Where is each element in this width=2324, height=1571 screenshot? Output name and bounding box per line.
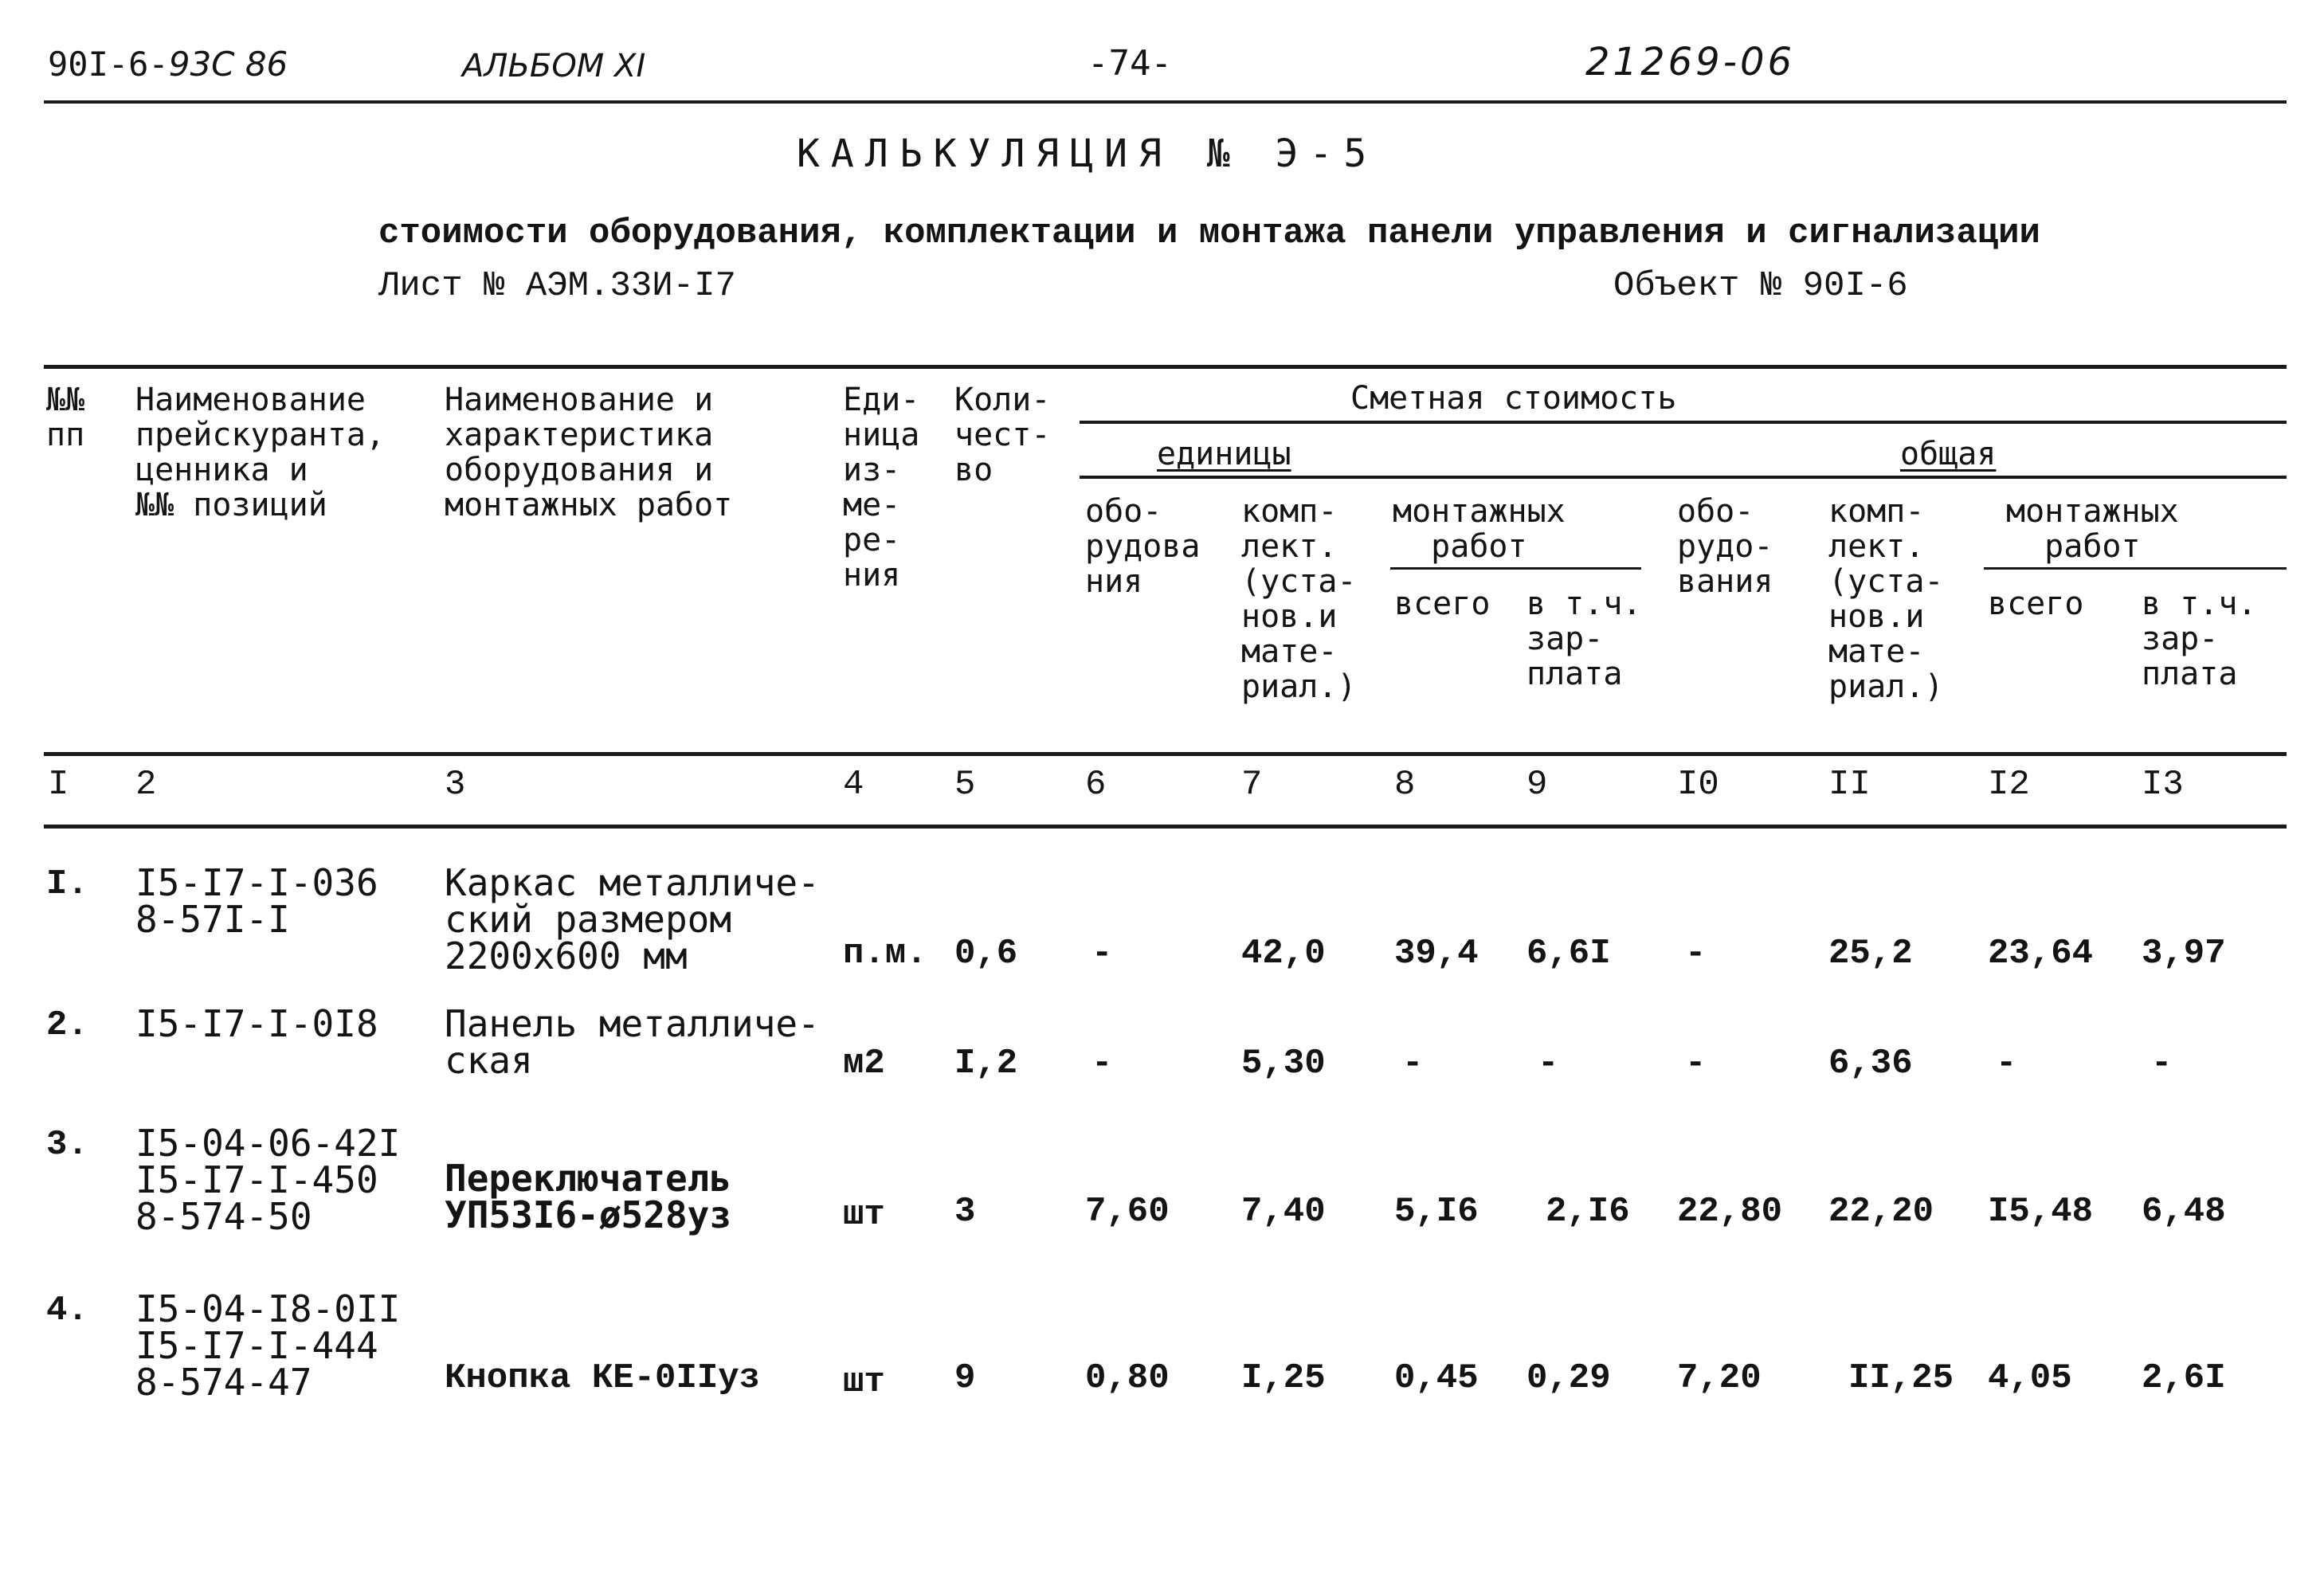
row-number: I. xyxy=(46,864,88,904)
row-name: Переключатель УП53I6-ø528уз xyxy=(445,1157,732,1236)
row-mount-wage-unit: 2,I6 xyxy=(1546,1192,1630,1232)
row-complect-unit: 7,40 xyxy=(1241,1192,1326,1232)
th-complect-total: комп- лект. (уста- нов.и мате- риал.) xyxy=(1828,493,1944,705)
header-bottom-rule xyxy=(44,752,2287,756)
table-top-rule xyxy=(44,365,2287,369)
document-title: КАЛЬКУЛЯЦИЯ № Э-5 xyxy=(797,131,1378,176)
row-equip-unit: 0,80 xyxy=(1085,1358,1170,1398)
mount-unit-rule xyxy=(1390,567,1641,570)
row-qty: I,2 xyxy=(954,1044,1018,1083)
sheet-label: Лист № АЭМ.33И-I7 xyxy=(378,266,736,306)
col-number: I2 xyxy=(1988,765,2030,805)
col-number: 5 xyxy=(954,765,976,805)
row-mount-all-total: - xyxy=(1996,1044,2017,1083)
row-codes: I5-I7-I-0I8 xyxy=(135,1002,378,1045)
mount-total-rule xyxy=(1984,567,2287,570)
page-code-handwritten: 93C 86 xyxy=(168,45,288,84)
page-number: -74- xyxy=(1088,43,1172,84)
row-complect-total: 22,20 xyxy=(1828,1192,1934,1232)
th-all-total: всего xyxy=(1988,586,2084,622)
th-equipment-total: обо- рудо- вания xyxy=(1677,493,1773,600)
row-unit: п.м. xyxy=(843,934,927,974)
th-unit-group: единицы xyxy=(1157,436,1291,472)
row-complect-unit: 42,0 xyxy=(1241,934,1326,974)
col-number: 4 xyxy=(843,765,864,805)
row-mount-wage-total: 3,97 xyxy=(2142,934,2226,974)
album-label: АЛЬБОМ XI xyxy=(462,48,646,84)
col-number: 7 xyxy=(1241,765,1263,805)
page-code-typed: 90I-6- xyxy=(48,45,169,84)
th-mount-total: монтажных работ xyxy=(2006,493,2179,565)
object-label: Объект № 90I-6 xyxy=(1613,266,1908,306)
th-total-group: общая xyxy=(1900,436,1997,472)
row-equip-total: - xyxy=(1685,934,1707,974)
th-wage-unit: в т.ч. зар- плата xyxy=(1526,586,1642,692)
th-description: Наименование и характеристика оборудования и монтажных работ xyxy=(445,382,733,523)
page-code xyxy=(48,45,288,84)
row-equip-total: 22,80 xyxy=(1677,1192,1783,1232)
document-subtitle: стоимости оборудования, комплектации и монтажа панели управления и сигнализации xyxy=(378,214,2040,253)
row-mount-all-unit: 5,I6 xyxy=(1394,1192,1479,1232)
row-mount-wage-unit: 0,29 xyxy=(1526,1358,1611,1398)
header-rule xyxy=(44,100,2287,104)
th-wage-total: в т.ч. зар- плата xyxy=(2142,586,2257,692)
row-mount-wage-total: 2,6I xyxy=(2142,1358,2226,1398)
row-mount-all-unit: 39,4 xyxy=(1394,934,1479,974)
row-complect-total: II,25 xyxy=(1848,1358,1954,1398)
row-mount-wage-total: 6,48 xyxy=(2142,1192,2226,1232)
estimated-cost-rule xyxy=(1080,421,2287,424)
col-number: 3 xyxy=(445,765,466,805)
row-unit: шт xyxy=(843,1195,885,1235)
col-number: 9 xyxy=(1526,765,1548,805)
th-complect-unit: комп- лект. (уста- нов.и мате- риал.) xyxy=(1241,493,1357,705)
row-codes: I5-04-I8-0II I5-I7-I-444 8-574-47 xyxy=(135,1287,401,1404)
row-mount-all-total: 4,05 xyxy=(1988,1358,2072,1398)
row-qty: 0,6 xyxy=(954,934,1018,974)
row-equip-total: 7,20 xyxy=(1677,1358,1762,1398)
row-complect-unit: I,25 xyxy=(1241,1358,1326,1398)
th-all-unit: всего xyxy=(1394,586,1491,622)
th-quantity: Коли- чест- во xyxy=(954,382,1051,488)
unit-total-rule xyxy=(1080,476,2287,479)
col-number: 6 xyxy=(1085,765,1107,805)
row-equip-unit: 7,60 xyxy=(1085,1192,1170,1232)
row-number: 2. xyxy=(46,1005,88,1045)
row-equip-total: - xyxy=(1685,1044,1707,1083)
row-qty: 3 xyxy=(954,1192,976,1232)
col-number: I0 xyxy=(1677,765,1719,805)
row-equip-unit: - xyxy=(1091,934,1113,974)
row-codes: I5-I7-I-036 8-57I-I xyxy=(135,861,378,941)
th-mount-unit: монтажных работ xyxy=(1393,493,1566,565)
row-mount-all-unit: 0,45 xyxy=(1394,1358,1479,1398)
col-number: I xyxy=(48,765,69,805)
row-codes: I5-04-06-42I I5-I7-I-450 8-574-50 xyxy=(135,1122,401,1238)
th-row-number: №№ пп xyxy=(46,382,85,453)
document-number: 21269-06 xyxy=(1585,40,1796,84)
th-estimated-cost: Сметная стоимость xyxy=(1350,380,1677,417)
th-price-list: Наименование прейскуранта, ценника и №№ позиций xyxy=(135,382,386,523)
row-name: Каркас металличе- ский размером 2200х600 мм xyxy=(445,861,820,977)
row-complect-unit: 5,30 xyxy=(1241,1044,1326,1083)
column-numbers-rule xyxy=(44,825,2287,829)
th-equipment-unit: обо- рудова ния xyxy=(1085,493,1201,600)
row-complect-total: 6,36 xyxy=(1828,1044,1913,1083)
row-mount-wage-total: - xyxy=(2151,1044,2173,1083)
row-mount-wage-unit: - xyxy=(1538,1044,1559,1083)
col-number: I3 xyxy=(2142,765,2184,805)
row-equip-unit: - xyxy=(1091,1044,1113,1083)
th-unit: Еди- ница из- ме- ре- ния xyxy=(843,382,920,594)
row-name: Кнопка КЕ-0IIуз xyxy=(445,1358,761,1398)
row-mount-all-unit: - xyxy=(1402,1044,1424,1083)
row-name: Панель металличе- ская xyxy=(445,1002,820,1082)
col-number: II xyxy=(1828,765,1871,805)
col-number: 8 xyxy=(1394,765,1416,805)
row-number: 4. xyxy=(46,1291,88,1330)
row-unit: м2 xyxy=(843,1044,885,1083)
row-mount-all-total: I5,48 xyxy=(1988,1192,2094,1232)
col-number: 2 xyxy=(135,765,157,805)
row-mount-wage-unit: 6,6I xyxy=(1526,934,1611,974)
row-complect-total: 25,2 xyxy=(1828,934,1913,974)
row-number: 3. xyxy=(46,1125,88,1165)
row-mount-all-total: 23,64 xyxy=(1988,934,2094,974)
row-unit: шт xyxy=(843,1362,885,1402)
row-qty: 9 xyxy=(954,1358,976,1398)
